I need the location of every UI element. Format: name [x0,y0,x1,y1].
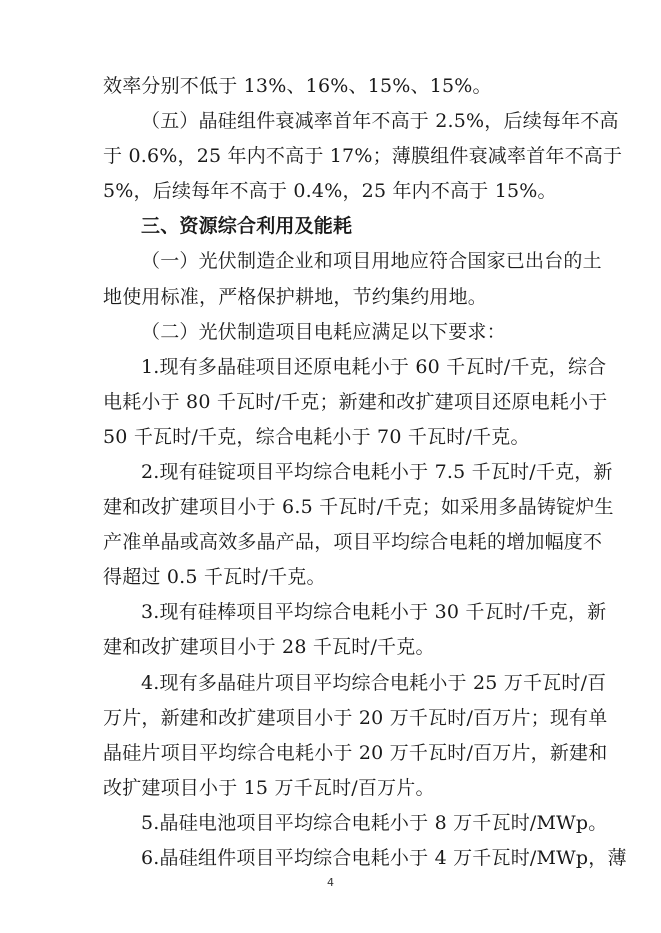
text-line: （五）晶硅组件衰减率首年不高于 2.5%，后续每年不高 [141,110,619,132]
text-line: 4.现有多晶硅片项目平均综合电耗小于 25 万千瓦时/百 [141,672,607,694]
text-line: 晶硅片项目平均综合电耗小于 20 万千瓦时/百万片，新建和 [103,742,608,764]
text-line: 建和改扩建项目小于 6.5 千瓦时/千克；如采用多晶铸锭炉生 [103,496,614,518]
text-line: 得超过 0.5 千瓦时/千克。 [103,566,326,588]
text-line: 产准单晶或高效多晶产品，项目平均综合电耗的增加幅度不 [103,531,603,553]
text-line: 改扩建项目小于 15 万千瓦时/百万片。 [103,777,435,799]
text-line: 地使用标准，严格保护耕地，节约集约用地。 [103,286,488,308]
text-line: 万片，新建和改扩建项目小于 20 万千瓦时/百万片；现有单 [103,707,608,729]
text-line: 5.晶硅电池项目平均综合电耗小于 8 万千瓦时/MWp。 [141,812,608,834]
text-line: 3.现有硅棒项目平均综合电耗小于 30 千瓦时/千克，新 [141,601,607,623]
text-line: （二）光伏制造项目电耗应满足以下要求： [141,321,506,343]
text-line: （一）光伏制造企业和项目用地应符合国家已出台的土 [141,250,602,272]
text-line: 效率分别不低于 13%、16%、15%、15%。 [103,75,492,97]
page-number: 4 [327,876,334,889]
text-line: 50 千瓦时/千克，综合电耗小于 70 千瓦时/千克。 [103,426,530,448]
text-line: 2.现有硅锭项目平均综合电耗小于 7.5 千瓦时/千克，新 [141,461,613,483]
text-line: 建和改扩建项目小于 28 千瓦时/千克。 [103,636,435,658]
text-line: 于 0.6%，25 年内不高于 17%；薄膜组件衰减率首年不高于 [103,145,623,167]
text-line: 6.晶硅组件项目平均综合电耗小于 4 万千瓦时/MWp，薄 [141,847,627,869]
text-line: 1.现有多晶硅项目还原电耗小于 60 千瓦时/千克，综合 [141,356,607,378]
text-line: 电耗小于 80 千瓦时/千克；新建和改扩建项目还原电耗小于 [103,391,608,413]
section-heading: 三、资源综合利用及能耗 [141,215,353,237]
text-line: 5%，后续每年不高于 0.4%，25 年内不高于 15%。 [103,180,557,202]
